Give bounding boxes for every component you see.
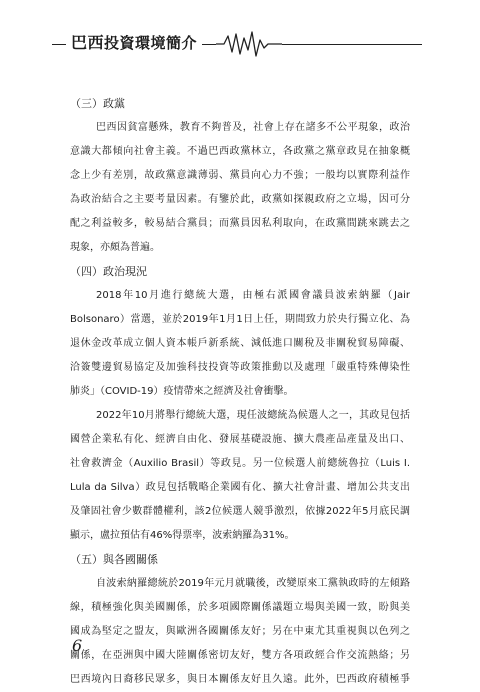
paragraph-line: 洽簽雙邊貿易協定及加強科技投資等政策推動以及處理「嚴重特殊傳染性	[70, 362, 410, 373]
body-paragraph	[70, 404, 410, 548]
body-paragraph	[70, 116, 410, 260]
header-title-prefix: 巴西	[71, 33, 105, 52]
paragraph-line: 社會救濟金（Auxilio Brasil）等政見。另一位候選人前總統魯拉（Luis I.	[70, 458, 410, 469]
running-header	[0, 30, 480, 60]
paragraph-line: 退休金改革成立個人資本帳戶新系統、減低進口關稅及非關稅貿易障礙、	[70, 338, 410, 349]
paragraph-line: 為政治結合之主要考量因素。有鑒於此，政黨如探親政府之立場，因可分	[70, 194, 410, 205]
paragraph-line: 及肇固社會少數群體權利，該2位候選人競爭激烈，依據2022年5月底民調	[70, 506, 410, 517]
paragraph-line: 巴西因貧富懸殊，教育不夠普及，社會上存在諸多不公平現象，政治	[96, 122, 410, 133]
page-number: 6	[72, 636, 83, 655]
body-paragraph	[70, 572, 410, 692]
header-title-rest: 投資環境簡介	[104, 34, 198, 52]
paragraph-line: Bolsonaro）當選，並於2019年1月1日上任，期間致力於央行獨立化、為	[70, 314, 410, 325]
paragraph-line: 現象，亦頗為普遍。	[70, 242, 160, 253]
paragraph-line: 肺炎」（COVID-19）疫情帶來之經濟及社會衝擊。	[70, 386, 294, 397]
section-heading: （五）與各國關係	[70, 553, 158, 566]
header-title	[66, 32, 202, 54]
paragraph-line: 配之利益較多，較易結合黨員；而黨員因私利取向，在政黨間跳來跳去之	[70, 218, 410, 229]
paragraph-line: Lula da Silva）政見包括戰略企業國有化、擴大社會計畫、增加公共支出	[70, 482, 410, 493]
document-body	[70, 92, 410, 692]
paragraph-line: 線，積極強化與美國關係，於多項國際關係議題立場與美國一致，盼與美	[70, 602, 410, 613]
section-heading: （三）政黨	[70, 97, 125, 110]
paragraph-line: 念上少有差別，故政黨意識薄弱、黨員向心力不強；一般均以實際利益作	[70, 170, 410, 181]
paragraph-line: 關係，在亞洲與中國大陸關係密切友好，雙方各項政經合作交流熱絡；另	[70, 650, 410, 661]
paragraph-line: 自波索納羅總統於2019年元月就職後，改變原來工黨執政時的左傾路	[96, 578, 410, 589]
paragraph-line: 2022年10月將舉行總統大選，現任波總統為候選人之一，其政見包括	[96, 410, 410, 421]
heartbeat-line-icon	[216, 30, 282, 60]
paragraph-line: 顯示，盧拉預估有46%得票率，波索納羅為31%。	[70, 530, 295, 541]
body-paragraph	[70, 284, 410, 404]
section-heading: （四）政治現況	[70, 265, 147, 278]
paragraph-line: 2018年10月進行總統大選，由極右派國會議員波索納羅（Jair	[96, 290, 410, 301]
paragraph-line: 國營企業私有化、經濟自由化、發展基礎設施、擴大農產品產量及出口、	[70, 434, 410, 445]
paragraph-line: 意識大都傾向社會主義。不過巴西政黨林立，各政黨之黨章政見在抽象概	[70, 146, 410, 157]
paragraph-line: 巴西境內日裔移民眾多，與日本關係友好且久遠。此外，巴西政府積極爭	[70, 674, 410, 685]
paragraph-line: 國成為堅定之盟友，與歐洲各國關係友好；另在中東尤其重視與以色列之	[70, 626, 410, 637]
